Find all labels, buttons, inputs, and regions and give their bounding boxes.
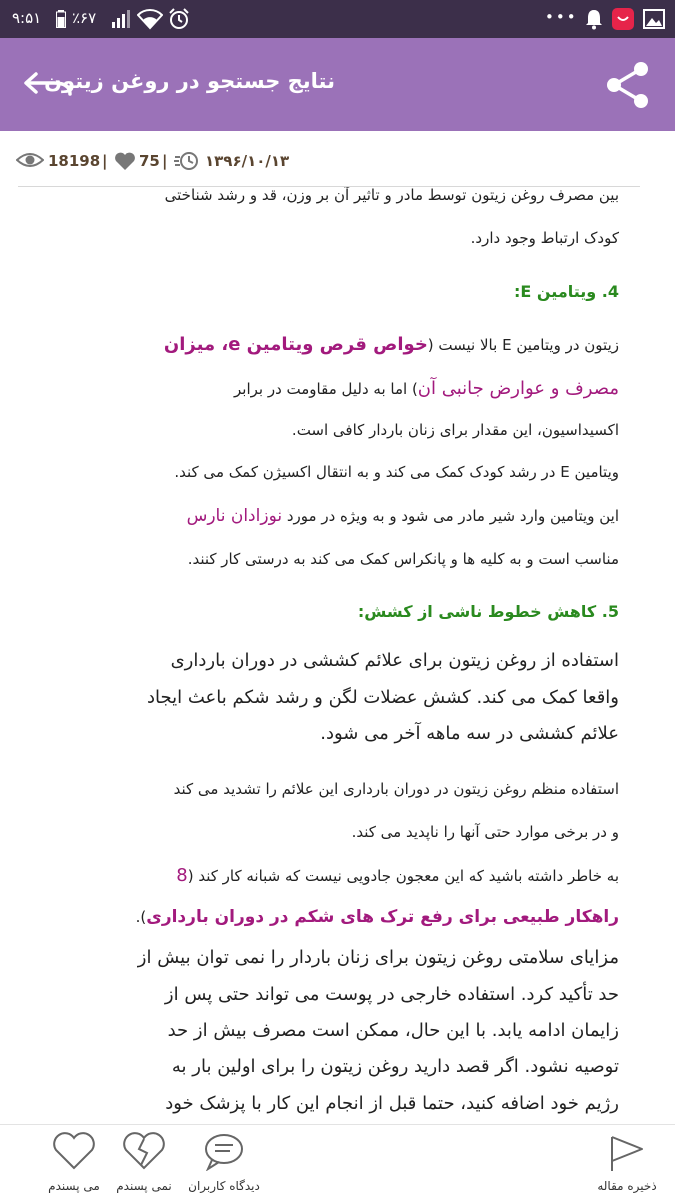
wifi-icon <box>137 8 163 30</box>
status-more-dots: ••• <box>545 8 578 26</box>
dislike-label: نمی پسندم <box>116 1179 172 1193</box>
dislike-button[interactable] <box>98 1129 190 1197</box>
text-line: رژیم خود اضافه کنید، حتما قبل از انجام این کار با پزشک خود <box>165 1093 619 1114</box>
comments-label: دیدگاه کاربران <box>188 1179 260 1193</box>
article-content <box>0 187 675 1124</box>
text-line: اکسیداسیون، این مقدار برای زنان باردار کافی است. <box>291 421 619 439</box>
status-time: ۹:۵۱ <box>12 9 42 27</box>
publish-date: ۱۳۹۶/۱۰/۱۳ <box>205 152 290 170</box>
text-line: حد تأکید کرد. استفاده خارجی در پوست می تواند حتی پس از <box>164 984 619 1005</box>
broken-heart-icon <box>122 1131 166 1171</box>
app-notification-icon <box>612 8 634 30</box>
text-line: ویتامین E در رشد کودک کمک می کند و به انتقال اکسیژن کمک می کند. <box>174 463 619 481</box>
text-line: بین مصرف روغن زیتون توسط مادر و تاثیر آن بر وزن، قد و رشد شناختی <box>164 187 619 204</box>
alarm-icon <box>168 8 190 30</box>
battery-icon <box>56 10 66 28</box>
comments-button[interactable] <box>178 1129 270 1197</box>
link-vitamin-e[interactable]: خواص قرص ویتامین e، میزان <box>163 334 428 355</box>
text-line: علائم کششی در سه ماهه آخر می شود. <box>320 723 619 744</box>
gallery-icon <box>643 9 665 29</box>
signal-icon <box>112 10 132 28</box>
bottom-bar <box>0 1124 675 1201</box>
text-line: راهکار طبیعی برای رفع ترک های شکم در دوران بارداری). <box>135 907 619 927</box>
notification-bell-icon <box>584 8 604 30</box>
text-line: به خاطر داشته باشید که این معجون جادویی نیست که شبانه کار کند (8 <box>176 865 619 886</box>
text-line: زایمان ادامه یابد. با این حال، ممکن است مصرف بیش از حد <box>167 1020 619 1041</box>
like-label: می پسندم <box>48 1179 100 1193</box>
text-line: این ویتامین وارد شیر مادر می شود و به ویژه در مورد نوزادان نارس <box>186 506 619 526</box>
article-meta <box>0 131 675 187</box>
heading-stretch-marks: 5. کاهش خطوط ناشی از کشش: <box>357 602 619 621</box>
page-title: نتایج جستجو در روغن زیتون <box>44 69 335 93</box>
text-line: استفاده از روغن زیتون برای علائم کششی در دوران بارداری <box>170 650 619 671</box>
save-article-button[interactable] <box>581 1129 671 1197</box>
link-vitamin-e-side-effects[interactable]: مصرف و عوارض جانبی آن <box>417 378 619 399</box>
meta-divider: | <box>102 152 108 170</box>
status-bar <box>0 0 675 38</box>
text-line: واقعا کمک می کند. کشش عضلات لگن و رشد شکم باعث ایجاد <box>147 687 619 708</box>
link-premature-infants[interactable]: نوزادان نارس <box>186 506 283 526</box>
heart-icon <box>114 151 136 171</box>
text-line: مصرف و عوارض جانبی آن) اما به دلیل مقاومت در برابر <box>234 378 619 399</box>
clock-icon <box>174 150 200 172</box>
app-bar <box>0 38 675 131</box>
link-stretch-mark-remedies[interactable]: راهکار طبیعی برای رفع ترک های شکم در دوران بارداری <box>146 907 619 927</box>
flag-icon <box>605 1131 649 1175</box>
view-count: 18198 <box>48 152 101 170</box>
link-8-natural-remedies[interactable]: 8 <box>176 865 188 886</box>
heart-outline-icon <box>52 1131 96 1171</box>
share-icon[interactable] <box>603 60 653 110</box>
meta-divider: | <box>162 152 168 170</box>
eye-icon <box>16 151 44 169</box>
text-line: مزایای سلامتی روغن زیتون برای زنان باردار را نمی توان بیش از <box>137 947 619 968</box>
text-line: کودک ارتباط وجود دارد. <box>470 229 619 247</box>
heading-vitamin-e: 4. ویتامین E: <box>513 282 619 301</box>
text-line: مناسب است و به کلیه ها و پانکراس کمک می کند به درستی کار کنند. <box>187 550 619 568</box>
save-article-label: ذخیره مقاله <box>597 1179 657 1193</box>
battery-percent: ٪۶۷ <box>72 9 97 27</box>
text-line: استفاده منظم روغن زیتون در دوران بارداری این علائم را تشدید می کند <box>173 780 619 798</box>
text-line: و در برخی موارد حتی آنها را ناپدید می کند. <box>351 823 619 841</box>
comment-bubble-icon <box>202 1131 246 1171</box>
text-line: زیتون در ویتامین E بالا نیست (خواص قرص ویتامین e، میزان <box>163 334 619 355</box>
like-count: 75 <box>139 152 160 170</box>
text-line: توصیه نشود. اگر قصد دارید روغن زیتون را برای اولین بار به <box>171 1056 619 1077</box>
